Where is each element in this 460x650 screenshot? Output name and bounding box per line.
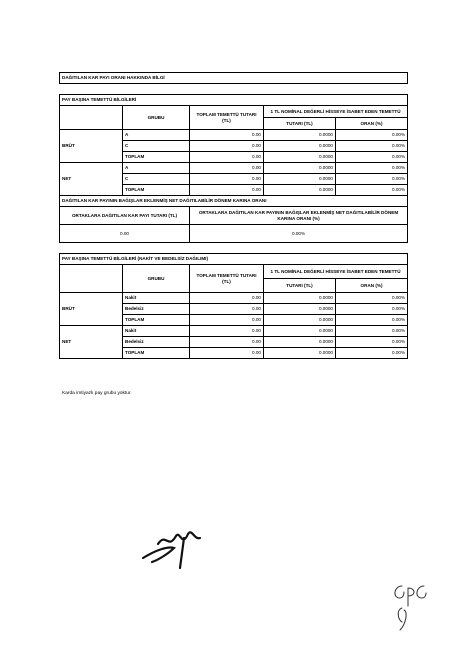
table-row: NET Nakit 0.00 0.0000 0.00% [60, 326, 408, 337]
table-row: C 0.00 0.0000 0.00% [60, 141, 408, 152]
table-row: BRÜT Nakit 0.00 0.0000 0.00% [60, 293, 408, 304]
group-label: BRÜT [60, 130, 123, 163]
ratio-left-value: 0.00 [60, 225, 190, 243]
header-nominal: 1 TL NOMİNAL DEĞERLİ HİSSEYE İSABET EDEN TEMETTÜ [264, 106, 408, 118]
ratio-left-header: ORTAKLARA DAĞITILAN KAR PAYI TUTARI (TL) [60, 207, 190, 225]
group-label: NET [60, 163, 123, 196]
header-toplam: TOPLAM TEMETTÜ TUTARI (TL) [190, 106, 264, 130]
section1-subtitle: PAY BAŞINA TEMETTÜ BİLGİLERİ [60, 95, 408, 106]
footnote: Karda imtiyazlı pay grubu yoktur. [62, 391, 132, 396]
table-row: BRÜT A 0.00 0.0000 0.00% [60, 130, 408, 141]
table-row: Bedelsiz 0.00 0.0000 0.00% [60, 337, 408, 348]
ratio-right-value: 0.00% [190, 225, 408, 243]
cash-bonus-table [59, 253, 408, 359]
header-tutari: TUTARI (TL) [264, 118, 336, 130]
table-row: TOPLAM 0.00 0.0000 0.00% [60, 152, 408, 163]
ratio-title: DAĞITILAN KAR PAYININ BAĞIŞLAR EKLENMİŞ NET DAĞITILABİLİR DÖNEM KARINA ORANI [60, 196, 408, 207]
header-tutari: TUTARI (TL) [264, 279, 336, 293]
header-grubu: GRUBU [123, 106, 190, 130]
initials-mark [388, 580, 434, 632]
header-oran: ORAN (%) [336, 118, 408, 130]
table-row: TOPLAM 0.00 0.0000 0.00% [60, 315, 408, 326]
group-label: BRÜT [60, 293, 123, 326]
header-grubu: GRUBU [123, 265, 190, 293]
section2-title: PAY BAŞINA TEMETTÜ BİLGİLERİ (NAKİT VE BEDELSİZ DAĞILIMI) [60, 254, 408, 265]
group-label: NET [60, 326, 123, 359]
header-nominal: 1 TL NOMİNAL DEĞERLİ HİSSEYE İSABET EDEN TEMETTÜ [264, 265, 408, 279]
signature-mark [138, 520, 208, 570]
table-row: TOPLAM 0.00 0.0000 0.00% [60, 348, 408, 359]
table-row: C 0.00 0.0000 0.00% [60, 174, 408, 185]
dividend-info-table [59, 72, 408, 243]
header-toplam: TOPLAM TEMETTÜ TUTARI (TL) [190, 265, 264, 293]
table-row: Bedelsiz 0.00 0.0000 0.00% [60, 304, 408, 315]
document-page [59, 72, 407, 359]
ratio-right-header: ORTAKLARA DAĞITILAN KAR PAYININ BAĞIŞLAR EKLENMİŞ NET DAĞITILABİLİR DÖNEM KARINA ORANI (%) [190, 207, 408, 225]
header-oran: ORAN (%) [336, 279, 408, 293]
section1-title: DAĞITILAN KAR PAYI ORANI HAKKINDA BİLGİ [60, 73, 408, 84]
table-row: NET A 0.00 0.0000 0.00% [60, 163, 408, 174]
table-row: TOPLAM 0.00 0.0000 0.00% [60, 185, 408, 196]
